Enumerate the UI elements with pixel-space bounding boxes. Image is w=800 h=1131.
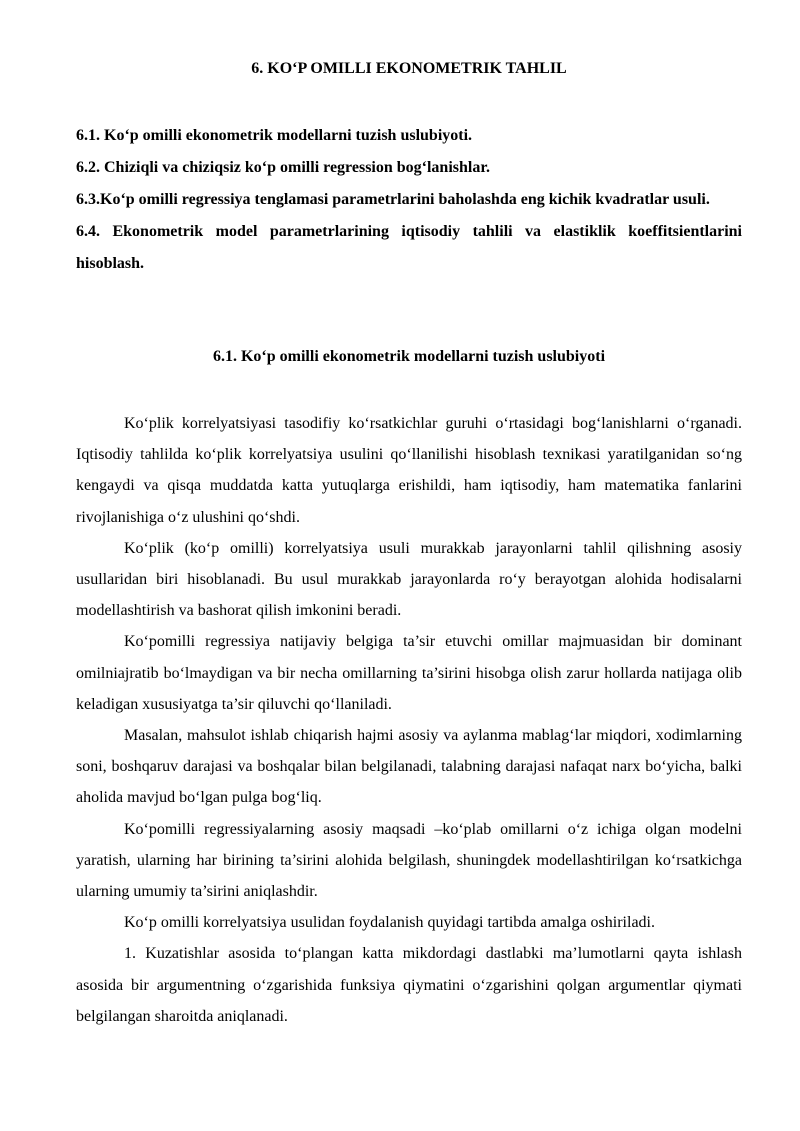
paragraph: 1. Kuzatishlar asosida to‘plangan katta mikdordagi dastlabki ma’lumotlarni qayta ishlash asosida bir argumentning o‘zgarishida funksiya qiymatini o‘zgarishini qolgan argumentlar qiymati belgilangan sharoitda aniqlanadi. [76, 945, 742, 1025]
toc-item: 6.2. Chiziqli va chiziqsiz ko‘p omilli regression bog‘lanishlar. [76, 159, 490, 176]
toc-item: 6.1. Ko‘p omilli ekonometrik modellarni tuzish uslubiyoti. [76, 127, 473, 144]
paragraph: Ko‘pomilli regressiyalarning asosiy maqsadi –ko‘plab omillarni o‘z ichiga olgan modelni yaratish, ularning har birining ta’sirini alohida belgilash, shuningdek modellashtirilgan ko‘rsatkichga ularning umumiy ta’sirini aniqlashdir. [76, 820, 742, 901]
chapter-title: 6. KO‘P OMILLI EKONOMETRIK TAHLIL [251, 60, 567, 77]
paragraph: Ko‘plik korrelyatsiyasi tasodifiy ko‘rsatkichlar guruhi o‘rtasidagi bog‘lanishlarni o‘rganadi. Iqtisodiy tahlilda ko‘plik korrelyatsiya usulini qo‘llanilishi hisoblash texnikasi yaratilganidan so‘ng kengaydi va qisqa muddatda katta yutuqlarga erishildi, ham iqtisodiy, ham matematika fanlarini rivojlanishiga o‘z ulushini qo‘shdi. [76, 415, 742, 526]
paragraph: Ko‘plik (ko‘p omilli) korrelyatsiya usuli murakkab jarayonlarni tahlil qilishning asosiy usullaridan biri hisoblanadi. Bu usul murakkab jarayonlarda ro‘y berayotgan alohida hodisalarni modellashtirish va bashorat qilish imkonini beradi. [76, 539, 742, 620]
body-text [76, 408, 742, 1032]
paragraph: Ko‘pomilli regressiya natijaviy belgiga ta’sir etuvchi omillar majmuasidan bir dominant omilniajratib bo‘lmaydigan va bir necha omillarning ta’sirini hisobga olish zarur hollarda natijaga olib keladigan xususiyatga ta’sir qiluvchi qo‘llaniladi. [76, 633, 742, 713]
paragraph: Masalan, mahsulot ishlab chiqarish hajmi asosiy va aylanma mablag‘lar miqdori, xodimlarning soni, boshqaruv darajasi va boshqalar bilan belgilanadi, talabning darajasi nafaqat narx bo‘yicha, balki aholida mavjud bo‘lgan pulga bog‘liq. [76, 727, 742, 807]
paragraph: Ko‘p omilli korrelyatsiya usulidan foydalanish quyidagi tartibda amalga oshiriladi. [124, 914, 655, 932]
section-title: 6.1. Ko‘p omilli ekonometrik modellarni tuzish uslubiyoti [212, 348, 606, 365]
toc-item: 6.4. Ekonometrik model parametrlarining iqtisodiy tahlili va elastiklik koeffitsientlarini hisoblash. [76, 223, 742, 272]
toc-item: 6.3.Ko‘p omilli regressiya tenglamasi parametrlarini baholashda eng kichik kvadratlar usuli. [76, 191, 710, 208]
table-of-contents [76, 120, 742, 280]
